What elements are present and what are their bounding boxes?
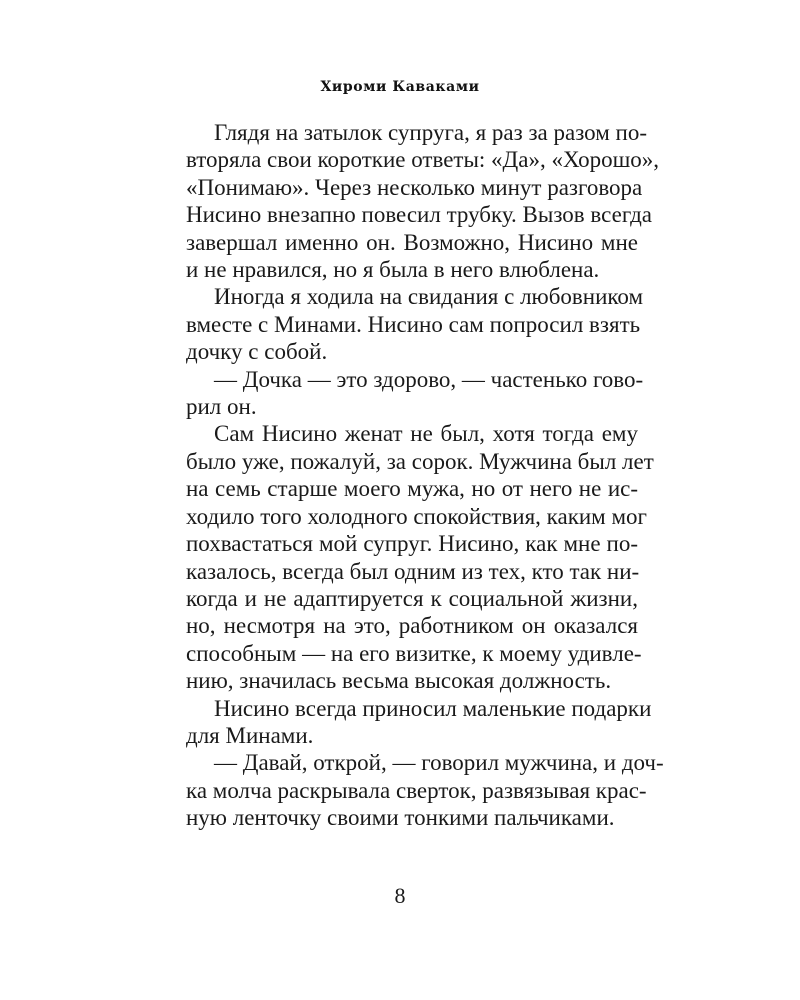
text-line: — Дочка — это здорово, — частенько гово-: [214, 366, 644, 392]
text-line: и не нравился, но я была в него влюблена.: [186, 257, 600, 283]
page-number: 8: [394, 883, 406, 908]
running-head: Хироми Каваками: [320, 79, 480, 95]
text-line: вторяла свои короткие ответы: «Да», «Хорошо»,: [186, 147, 660, 173]
text-line: Иногда я ходила на свидания с любовником: [214, 284, 644, 310]
paragraph: [186, 420, 654, 694]
text-line: нию, значилась весьма высокая должность.: [186, 668, 612, 694]
paragraph: [186, 366, 644, 421]
paragraph: [186, 749, 664, 831]
text-line: «Понимаю». Через несколько минут разговора: [186, 174, 643, 200]
text-line: ную ленточку своими тонкими пальчиками.: [186, 805, 615, 831]
text-line: на семь старше моего мужа, но от него не ис-: [186, 476, 638, 502]
text-line: дочку с собой.: [186, 339, 328, 365]
text-line: ходило того холодного спокойствия, каким мог: [186, 503, 647, 529]
text-line: было уже, пожалуй, за сорок. Мужчина был лет: [186, 448, 654, 474]
text-line: ка молча раскрывала сверток, развязывая крас-: [186, 777, 647, 803]
text-line: для Минами.: [186, 722, 314, 748]
text-line: рил он.: [186, 394, 257, 420]
text-line: способным — на его визитке, к моему удивле-: [186, 640, 642, 666]
text-line: завершал именно он. Возможно, Нисино мне: [186, 229, 638, 255]
text-line: казалось, всегда был одним из тех, кто так ни-: [186, 558, 640, 584]
text-line: похвастаться мой супруг. Нисино, как мне по-: [186, 531, 638, 557]
paragraph: [186, 695, 652, 750]
paragraph: [186, 119, 660, 283]
text-line: Нисино внезапно повесил трубку. Вызов всегда: [186, 202, 653, 228]
text-line: Глядя на затылок супруга, я раз за разом по-: [214, 120, 647, 145]
text-line: Сам Нисино женат не был, хотя тогда ему: [214, 421, 638, 447]
text-line: Нисино всегда приносил маленькие подарки: [214, 695, 652, 721]
text-line: но, несмотря на это, работником он оказался: [186, 613, 638, 639]
text-line: когда и не адаптируется к социальной жизни,: [186, 585, 638, 611]
body-text: [186, 119, 664, 832]
text-line: вместе с Минами. Нисино сам попросил взять: [186, 311, 641, 337]
text-line: — Давай, открой, — говорил мужчина, и доч-: [214, 750, 664, 776]
paragraph: [186, 283, 644, 365]
